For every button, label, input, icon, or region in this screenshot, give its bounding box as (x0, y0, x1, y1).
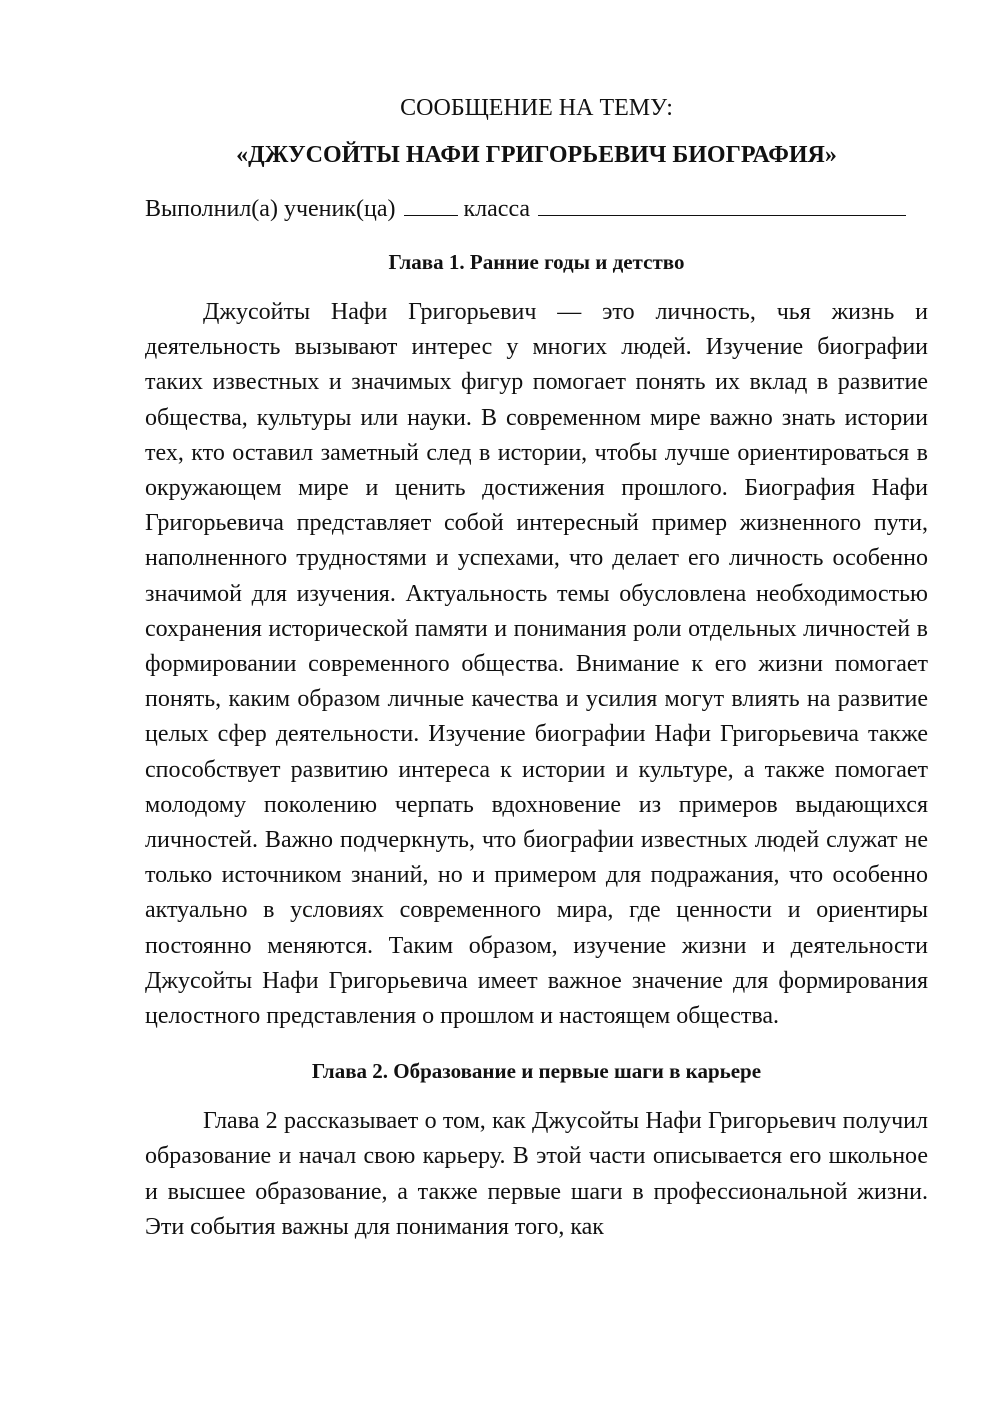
chapter-2-heading: Глава 2. Образование и первые шаги в карьере (311, 1059, 762, 1084)
name-blank (538, 193, 906, 216)
chapter-1-paragraph: Джусойты Нафи Григорьевич — это личность, чья жизнь и деятельность вызывают интерес у многих людей. Изучение биографии таких известных и значимых фигур помогает понять их вклад в развитие общества, культуры или науки. В современном мире важно знать истории тех, кто оставил заметный след в истории, чтобы лучше ориентироваться в окружающем мире и ценить достижения прошлого. Биография Нафи Григорьевича представляет собой интересный пример жизненного пути, наполненного трудностями и успехами, что делает его личность особенно значимой для изучения. Актуальность темы обусловлена необходимостью сохранения исторической памяти и понимания роли отдельных личностей в формировании современного общества. Внимание к его жизни помогает понять, каким образом личные качества и усилия могут влиять на развитие целых сфер деятельности. Изучение биографии Нафи Григорьевича также способствует развитию интереса к истории и культуре, а также помогает молодому поколению черпать вдохновение из примеров выдающихся личностей. Важно подчеркнуть, что биографии известных людей служат не только источником знаний, но и примером для подражания, что особенно актуально в условиях современного мира, где ценности и ориентиры постоянно меняются. Таким образом, изучение жизни и деятельности Джусойты Нафи Григорьевича имеет важное значение для формирования целостного представления о прошлом и настоящем общества. (145, 299, 928, 1030)
document-title: СООБЩЕНИЕ НА ТЕМУ: (400, 95, 673, 121)
grade-blank (404, 193, 458, 216)
signature-line (145, 193, 928, 225)
document-body (145, 92, 928, 1245)
class-label: класса (463, 196, 531, 222)
document-subtitle: «ДЖУСОЙТЫ НАФИ ГРИГОРЬЕВИЧ БИОГРАФИЯ» (236, 142, 837, 168)
performed-by-label: Выполнил(а) ученик(ца) (145, 196, 396, 222)
chapter-1-heading: Глава 1. Ранние годы и детство (388, 250, 685, 274)
chapter-2-paragraph: Глава 2 рассказывает о том, как Джусойты Нафи Григорьевич получил образование и начал свою карьеру. В этой части описывается его школьное и высшее образование, а также первые шаги в профессиональной жизни. Эти события важны для понимания того, как (145, 1108, 928, 1240)
